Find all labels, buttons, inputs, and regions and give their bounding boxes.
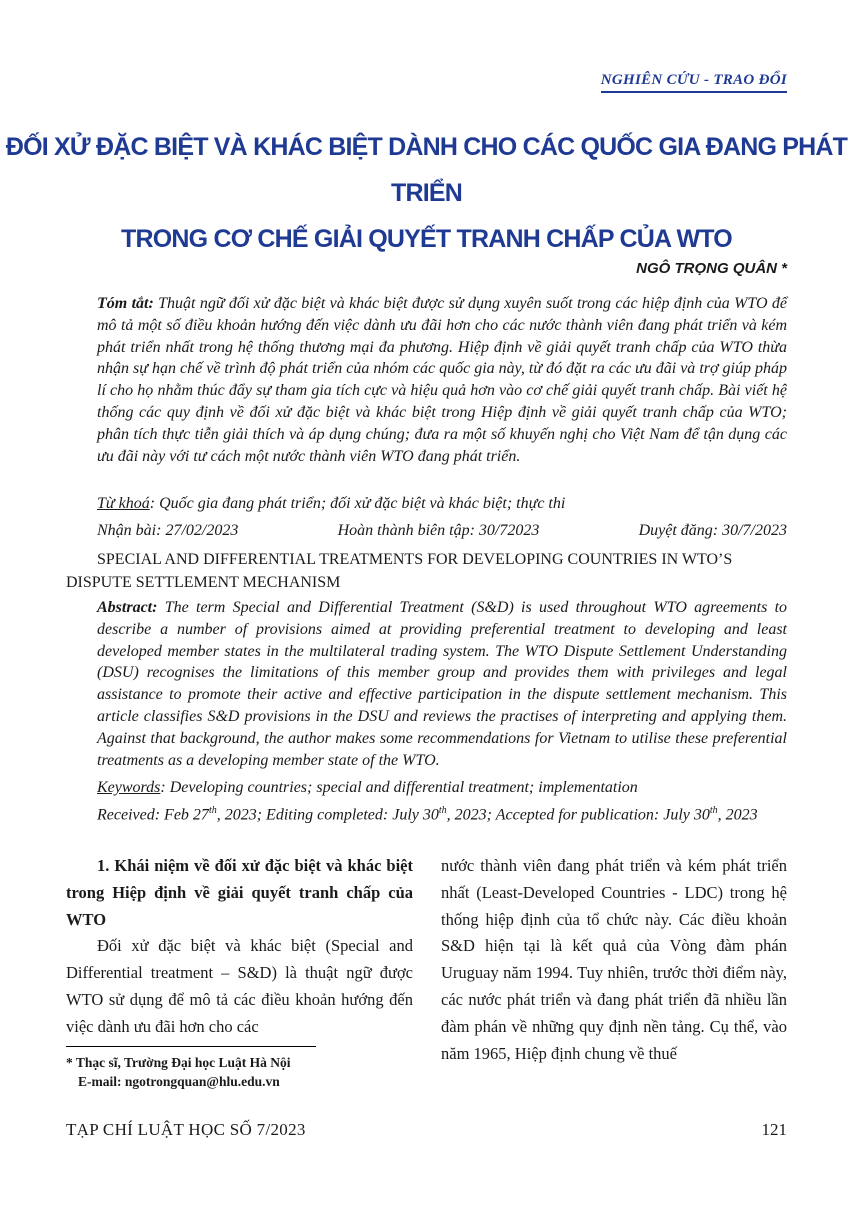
keywords-en-label: Keywords [97,779,161,796]
received-vi: Nhận bài: 27/02/2023 [97,522,239,539]
accepted-en: , 2023; Accepted for publication: July 30 [446,806,710,824]
dates-en [97,805,758,824]
title-line-2: TRONG CƠ CHẾ GIẢI QUYẾT TRANH CHẤP CỦA WTO [121,225,732,253]
accepted-en-sup: th [709,805,718,816]
footnote-email: E-mail: ngotrongquan@hlu.edu.vn [78,1074,280,1089]
footnote-affiliation: * Thạc sĩ, Trường Đại học Luật Hà Nội [66,1055,291,1070]
abstract-label: Abstract: [97,599,158,616]
title-line-1: ĐỐI XỬ ĐẶC BIỆT VÀ KHÁC BIỆT DÀNH CHO CÁC QUỐC GIA ĐANG PHÁT TRIỂN [5,133,848,207]
body-column-right [441,853,787,1067]
section-heading-1: 1. Khái niệm về đối xử đặc biệt và khác biệt trong Hiệp định về giải quyết tranh chấp của WTO [66,856,413,929]
journal-footer: TẠP CHÍ LUẬT HỌC SỐ 7/2023 [66,1120,306,1139]
keywords-en-text: : Developing countries; special and differential treatment; implementation [160,779,638,796]
author-name: NGÔ TRỌNG QUÂN * [636,260,787,277]
keywords-vi [97,495,565,513]
accepted-en-end: , 2023 [717,806,758,824]
body-right-paragraph: nước thành viên đang phát triển và kém phát triển nhất (Least-Developed Countries - LDC) trong hệ thống hiệp định của tổ chức này. Các điều khoản S&D hiện tại là kết quả của Vòng đàm phán Uruguay năm 1994. Tuy nhiên, trước thời điểm này, các nước phát triển và đang phát triển đã nhiều lần đàm phán về những quy định nền tảng. Cụ thể, vào năm 1965, Hiệp định chung về thuế [441,856,787,1063]
keywords-vi-text: : Quốc gia đang phát triển; đối xử đặc biệt và khác biệt; thực thi [149,495,566,512]
editing-en-sup: th [438,805,447,816]
abstract-text: The term Special and Differential Treatment (S&D) is used throughout WTO agreements to describe a number of provisions aimed at providing preferential treatment to developing and least developed member states in the multilateral trading system. The WTO Dispute Settlement Understanding (DSU) recognises the limitations of this member group and provides them with privileges and legal assistance to promote their active and effective participation in the dispute settlement mechanism. This article classifies S&D provisions in the DSU and reviews the practises of interpreting and applying them. Against that background, the author makes some recommendations for Vietnam to utilise these preferential treatments as a developing member state of the WTO. [97,599,788,769]
keywords-vi-label: Từ khoá [97,495,150,512]
title-en: SPECIAL AND DIFFERENTIAL TREATMENTS FOR DEVELOPING COUNTRIES IN WTO’S DISPUTE SETTLEMENT MECHANISM [66,551,733,591]
received-en-sup: th [208,805,217,816]
article-title [0,124,853,262]
keywords-en [97,779,638,797]
body-left-paragraph: Đối xử đặc biệt và khác biệt (Special and Differential treatment – S&D) là thuật ngữ được WTO sử dụng để mô tả các điều khoản hướng đến việc dành ưu đãi hơn cho các [66,936,413,1036]
footnote-divider [66,1046,316,1047]
accepted-vi: Duyệt đăng: 30/7/2023 [638,522,787,539]
editing-en: , 2023; Editing completed: July 30 [216,806,439,824]
body-column-left [66,853,413,1041]
abstract-en [97,597,787,771]
dates-vi [97,522,787,540]
editing-vi: Hoàn thành biên tập: 30/72023 [337,522,540,539]
summary-label: Tóm tắt: [97,295,154,312]
footnote [66,1053,290,1091]
summary-vi [97,293,787,467]
summary-text: Thuật ngữ đối xử đặc biệt và khác biệt được sử dụng xuyên suốt trong các hiệp định của WTO để mô tả một số điều khoản hướng đến việc dành ưu đãi hơn cho các nước thành viên đang phát triển và kém phát triển nhất trong hệ thống thương mại đa phương. Hiệp định về giải quyết tranh chấp của WTO thừa nhận sự hạn chế về trình độ phát triển của nhóm các quốc gia này, từ đó đặt ra các ưu đãi và trợ giúp pháp lí cho họ nhằm thúc đẩy sự tham gia tích cực và hiệu quả hơn vào cơ chế giải quyết tranh chấp. Bài viết hệ thống các quy định về đối xử đặc biệt và khác biệt trong Hiệp định về giải quyết tranh chấp của WTO; phân tích thực tiễn giải thích và áp dụng chúng; đưa ra một số khuyến nghị cho Việt Nam để tận dụng các ưu đãi này với tư cách một nước thành viên WTO đang phát triển. [97,295,787,465]
received-en: Received: Feb 27 [97,806,209,824]
page-number: 121 [761,1120,787,1139]
section-tag: NGHIÊN CỨU - TRAO ĐỔI [601,72,787,93]
